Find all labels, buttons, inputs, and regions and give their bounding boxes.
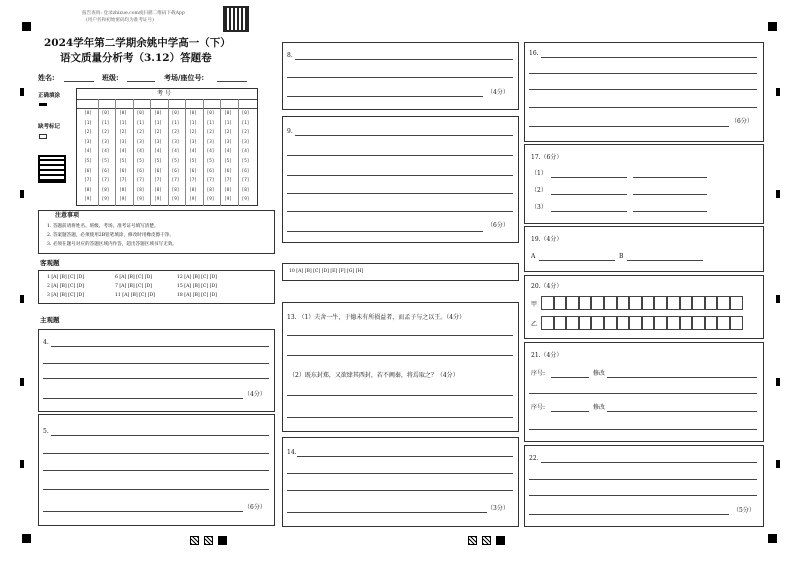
answer-box-q22[interactable] xyxy=(524,445,764,527)
exam-digit-bubble[interactable]: [5] xyxy=(154,159,162,164)
char-cell[interactable] xyxy=(541,316,554,330)
exam-digit-bubble[interactable]: [4] xyxy=(224,149,232,155)
sub-label: 序号: xyxy=(531,404,546,411)
exam-digit-bubble[interactable]: [7] xyxy=(136,178,145,184)
name-label: 姓名: xyxy=(38,73,55,82)
choice-options[interactable]: 10 [A] [B] [C] [D] [E] [F] [G] [H] xyxy=(289,269,364,274)
timing-mark xyxy=(20,378,24,386)
exam-digit-bubble[interactable]: [3] xyxy=(224,139,232,145)
exam-digit-bubble[interactable]: [4] xyxy=(171,149,180,155)
answer-box-q5[interactable] xyxy=(38,414,275,526)
exam-digit-bubble[interactable]: [6] xyxy=(119,168,127,174)
exam-digit-bubble[interactable]: [8] xyxy=(154,187,162,193)
char-cell[interactable] xyxy=(554,296,567,310)
score-label: （3分） xyxy=(487,505,509,512)
exam-digit-bubble[interactable]: [9] xyxy=(84,197,92,203)
char-cell[interactable] xyxy=(705,296,718,310)
exam-digit-bubble[interactable]: [6] xyxy=(224,168,232,174)
question-prompt: 13. （1）夫舍一牛，于德未有所损益者，而孟子与之以王。（4分） xyxy=(287,314,466,321)
notes-title: 注意事项 xyxy=(55,212,80,219)
exam-digit-bubble[interactable]: [0] xyxy=(101,111,110,116)
exam-digit-bubble[interactable]: [7] xyxy=(189,178,197,184)
exam-digit-bubble[interactable]: [9] xyxy=(171,197,180,203)
exam-digit-bubble[interactable]: [5] xyxy=(206,159,215,164)
char-cell[interactable] xyxy=(717,316,730,330)
exam-digit-bubble[interactable]: [4] xyxy=(206,149,215,155)
timing-mark xyxy=(776,190,780,198)
exam-digit-bubble[interactable]: [7] xyxy=(101,178,110,184)
question-number: 9. xyxy=(287,128,293,135)
exam-digit-bubble[interactable]: [3] xyxy=(136,139,145,145)
exam-digit-bubble[interactable]: [1] xyxy=(84,120,92,126)
answer-box-q17[interactable] xyxy=(524,144,764,224)
answer-box-q8[interactable] xyxy=(282,42,519,110)
question-number: 14. xyxy=(287,449,297,456)
exam-digit-bubble[interactable]: [0] xyxy=(189,111,197,116)
score-label: （6分） xyxy=(487,222,509,229)
exam-digit-bubble[interactable]: [1] xyxy=(224,120,232,126)
room-label: 考场/座位号: xyxy=(164,73,205,82)
choice-box-q10[interactable] xyxy=(282,263,519,281)
sub-label: 序号: xyxy=(531,370,546,377)
answer-box-q13[interactable] xyxy=(282,302,519,432)
objective-item[interactable]: 11 [A] [B] [C] [D] xyxy=(115,293,155,298)
char-cell[interactable] xyxy=(692,316,705,330)
question-number: 4. xyxy=(43,339,49,346)
question-number: 8. xyxy=(287,52,293,59)
sub-label: （3） xyxy=(531,204,547,211)
answer-box-q14[interactable] xyxy=(282,437,519,527)
answer-box-q4[interactable] xyxy=(38,329,275,412)
exam-number-label: 考 号 xyxy=(157,90,171,97)
exam-digit-bubble[interactable]: [6] xyxy=(154,168,162,174)
objective-item[interactable]: 12 [A] [B] [C] [D] xyxy=(177,275,217,280)
page-mark xyxy=(482,536,491,545)
corner-mark xyxy=(768,534,777,543)
answer-box-q19[interactable] xyxy=(524,226,764,272)
exam-digit-bubble[interactable]: [5] xyxy=(119,159,127,164)
exam-digit-bubble[interactable]: [9] xyxy=(119,197,127,203)
question-number: 20.（4分） xyxy=(531,283,563,290)
exam-digit-bubble[interactable]: [4] xyxy=(101,149,110,155)
timing-mark xyxy=(776,88,780,96)
timing-mark xyxy=(20,190,24,198)
score-label: （5分） xyxy=(733,507,755,514)
exam-digit-bubble[interactable]: [1] xyxy=(206,120,215,126)
answer-box-q21[interactable] xyxy=(524,342,764,442)
answer-box-q16[interactable] xyxy=(524,42,764,142)
exam-digit-bubble[interactable]: [9] xyxy=(136,197,145,203)
objective-item[interactable]: 3 [A] [B] [C] [D] xyxy=(47,293,84,298)
timing-mark xyxy=(776,378,780,386)
exam-digit-bubble[interactable]: [7] xyxy=(154,178,162,184)
exam-digit-bubble[interactable]: [3] xyxy=(241,139,250,145)
exam-digit-bubble[interactable]: [5] xyxy=(189,159,197,164)
objective-item[interactable]: 6 [A] [B] [C] [D] xyxy=(115,275,152,280)
exam-digit-bubble[interactable]: [5] xyxy=(136,159,145,164)
exam-digit-bubble[interactable]: [7] xyxy=(224,178,232,184)
sub-label: 修改 xyxy=(593,370,606,377)
report-notice-sub: (用户名和初始密码均为准考证号) xyxy=(86,18,154,23)
char-cell[interactable] xyxy=(680,296,693,310)
exam-digit-bubble[interactable]: [0] xyxy=(206,111,215,116)
char-cell[interactable] xyxy=(579,316,592,330)
page-mark xyxy=(190,536,199,545)
exam-digit-bubble[interactable]: [0] xyxy=(84,111,92,116)
exam-number-grid xyxy=(76,88,258,206)
exam-digit-bubble[interactable]: [6] xyxy=(171,168,180,174)
question-number: 5. xyxy=(43,428,49,435)
exam-digit-bubble[interactable]: [6] xyxy=(84,168,92,174)
exam-digit-bubble[interactable]: [7] xyxy=(171,178,180,184)
page-mark xyxy=(468,536,477,545)
objective-title: 客观题 xyxy=(40,259,60,267)
exam-digit-bubble[interactable]: [3] xyxy=(171,139,180,145)
exam-digit-bubble[interactable]: [0] xyxy=(136,111,145,116)
exam-digit-bubble[interactable]: [2] xyxy=(136,130,145,136)
exam-digit-bubble[interactable]: [9] xyxy=(206,197,215,203)
char-cell[interactable] xyxy=(591,296,604,310)
page-title: 2024学年第二学期余姚中学高一（下） xyxy=(44,37,231,49)
exam-digit-bubble[interactable]: [1] xyxy=(241,120,250,126)
timing-mark xyxy=(776,460,780,468)
timing-mark xyxy=(20,295,24,303)
char-cell[interactable] xyxy=(642,296,655,310)
exam-digit-bubble[interactable]: [9] xyxy=(241,197,250,203)
corner-mark xyxy=(22,534,31,543)
char-cell[interactable] xyxy=(654,296,667,310)
exam-digit-bubble[interactable]: [6] xyxy=(241,168,250,174)
char-cell[interactable] xyxy=(566,316,579,330)
exam-digit-bubble[interactable]: [0] xyxy=(171,111,180,116)
score-label: （4分） xyxy=(487,89,509,96)
exam-digit-bubble[interactable]: [5] xyxy=(224,159,232,164)
objective-item[interactable]: 1 [A] [B] [C] [D] xyxy=(47,275,84,280)
char-cell[interactable] xyxy=(680,316,693,330)
char-cell[interactable] xyxy=(541,296,554,310)
char-cell[interactable] xyxy=(654,316,667,330)
answer-box-q9[interactable] xyxy=(282,116,519,243)
exam-digit-bubble[interactable]: [8] xyxy=(206,187,215,193)
name-field[interactable] xyxy=(64,81,94,82)
notes-box xyxy=(38,210,275,254)
exam-digit-bubble[interactable]: [1] xyxy=(189,120,197,126)
qr-code-icon xyxy=(223,6,249,32)
exam-digit-bubble[interactable]: [1] xyxy=(101,120,110,126)
sub-label: 修改 xyxy=(593,404,606,411)
question-number: 19.（4分） xyxy=(531,236,563,243)
char-cell[interactable] xyxy=(629,296,642,310)
report-notice: 报告查询: 登录zhixue.com或扫描二维码下载App xyxy=(82,11,185,16)
exam-digit-bubble[interactable]: [9] xyxy=(154,197,162,203)
exam-digit-bubble[interactable]: [2] xyxy=(241,130,250,136)
exam-digit-bubble[interactable]: [2] xyxy=(101,130,110,136)
exam-digit-bubble[interactable]: [4] xyxy=(241,149,250,155)
absent-label: 缺考标记 xyxy=(38,124,61,130)
answer-box-q20[interactable] xyxy=(524,275,764,339)
exam-digit-bubble[interactable]: [1] xyxy=(154,120,162,126)
question-prompt: （2）既东封郑，又欲肆其西封，若不阙秦，将焉取之？（4分） xyxy=(289,372,459,379)
question-number: 16. xyxy=(529,50,539,57)
timing-mark xyxy=(20,88,24,96)
exam-digit-bubble[interactable]: [2] xyxy=(154,130,162,136)
exam-digit-bubble[interactable]: [7] xyxy=(119,178,127,184)
class-field[interactable] xyxy=(127,81,155,82)
objective-box xyxy=(38,270,275,304)
sub-label: （2） xyxy=(531,187,547,194)
exam-digit-bubble[interactable]: [7] xyxy=(206,178,215,184)
exam-digit-bubble[interactable]: [6] xyxy=(136,168,145,174)
class-label: 班级: xyxy=(102,73,119,82)
exam-digit-bubble[interactable]: [0] xyxy=(224,111,232,116)
sub-label: B xyxy=(619,253,624,260)
char-cell[interactable] xyxy=(730,296,743,310)
exam-digit-bubble[interactable]: [4] xyxy=(189,149,197,155)
char-cell[interactable] xyxy=(705,316,718,330)
char-cell[interactable] xyxy=(579,296,592,310)
exam-digit-bubble[interactable]: [8] xyxy=(171,187,180,193)
room-field[interactable] xyxy=(217,81,247,82)
fill-example-label: 正确填涂 xyxy=(38,93,61,99)
char-cell[interactable] xyxy=(591,316,604,330)
exam-digit-bubble[interactable]: [8] xyxy=(84,187,92,193)
page-mark xyxy=(204,536,213,545)
exam-digit-bubble[interactable]: [8] xyxy=(136,187,145,193)
exam-digit-bubble[interactable]: [2] xyxy=(119,130,127,136)
exam-digit-bubble[interactable]: [8] xyxy=(189,187,197,193)
page-mark xyxy=(218,536,227,545)
timing-mark xyxy=(20,460,24,468)
char-cell[interactable] xyxy=(730,316,743,330)
exam-digit-bubble[interactable]: [6] xyxy=(101,168,110,174)
question-number: 21.（4分） xyxy=(531,352,563,359)
exam-digit-bubble[interactable]: [3] xyxy=(101,139,110,145)
sub-label: A xyxy=(531,253,536,260)
sub-label: 乙 xyxy=(531,321,538,328)
exam-digit-bubble[interactable]: [7] xyxy=(84,178,92,184)
exam-digit-bubble[interactable]: [4] xyxy=(119,149,127,155)
exam-digit-bubble[interactable]: [7] xyxy=(241,178,250,184)
exam-digit-bubble[interactable]: [6] xyxy=(206,168,215,174)
exam-digit-bubble[interactable]: [1] xyxy=(136,120,145,126)
exam-digit-bubble[interactable]: [1] xyxy=(171,120,180,126)
exam-digit-bubble[interactable]: [6] xyxy=(189,168,197,174)
subjective-title: 主观题 xyxy=(40,316,60,324)
page-mark xyxy=(496,536,505,545)
timing-mark xyxy=(776,295,780,303)
corner-mark xyxy=(768,22,777,31)
exam-digit-bubble[interactable]: [5] xyxy=(84,159,92,164)
exam-digit-bubble[interactable]: [5] xyxy=(241,159,250,164)
char-cell[interactable] xyxy=(554,316,567,330)
exam-digit-bubble[interactable]: [8] xyxy=(241,187,250,193)
exam-digit-bubble[interactable]: [2] xyxy=(224,130,232,136)
sub-label: （1） xyxy=(531,170,547,177)
absent-checkbox[interactable] xyxy=(39,134,47,139)
exam-digit-bubble[interactable]: [8] xyxy=(224,187,232,193)
char-cell[interactable] xyxy=(604,316,617,330)
notes-item: 2. 答案题答题，必须使用2B铅笔填涂，修改时用橡皮擦干净。 xyxy=(47,233,174,238)
exam-digit-bubble[interactable]: [3] xyxy=(154,139,162,145)
score-label: （4分） xyxy=(244,391,266,398)
objective-item[interactable]: 2 [A] [B] [C] [D] xyxy=(47,284,84,289)
exam-digit-bubble[interactable]: [2] xyxy=(206,130,215,136)
exam-digit-bubble[interactable]: [3] xyxy=(119,139,127,145)
score-label: （6分） xyxy=(244,504,266,511)
exam-digit-bubble[interactable]: [4] xyxy=(136,149,145,155)
exam-digit-bubble[interactable]: [4] xyxy=(84,149,92,155)
exam-digit-bubble[interactable]: [5] xyxy=(171,159,180,164)
exam-digit-bubble[interactable]: [0] xyxy=(119,111,127,116)
char-cell[interactable] xyxy=(604,296,617,310)
exam-digit-bubble[interactable]: [0] xyxy=(154,111,162,116)
exam-digit-bubble[interactable]: [1] xyxy=(119,120,127,126)
exam-digit-bubble[interactable]: [3] xyxy=(206,139,215,145)
objective-item[interactable]: 7 [A] [B] [C] [D] xyxy=(115,284,152,289)
exam-digit-bubble[interactable]: [8] xyxy=(119,187,127,193)
exam-digit-bubble[interactable]: [3] xyxy=(84,139,92,145)
exam-digit-bubble[interactable]: [4] xyxy=(154,149,162,155)
exam-digit-bubble[interactable]: [2] xyxy=(189,130,197,136)
exam-digit-bubble[interactable]: [8] xyxy=(101,187,110,193)
corner-mark xyxy=(22,22,31,31)
char-cell[interactable] xyxy=(617,296,630,310)
char-cell[interactable] xyxy=(617,316,630,330)
exam-digit-bubble[interactable]: [2] xyxy=(84,130,92,136)
char-cell[interactable] xyxy=(667,296,680,310)
notes-item: 1. 答题前请将姓名、班级、考场、准考证号填写清楚。 xyxy=(47,224,159,229)
char-cell[interactable] xyxy=(629,316,642,330)
exam-digit-bubble[interactable]: [9] xyxy=(101,197,110,203)
qr-code-icon xyxy=(38,155,66,183)
sub-label: 甲 xyxy=(531,301,538,308)
exam-digit-bubble[interactable]: [3] xyxy=(189,139,197,145)
char-cell[interactable] xyxy=(566,296,579,310)
char-cell[interactable] xyxy=(717,296,730,310)
exam-digit-bubble[interactable]: [0] xyxy=(241,111,250,116)
fill-example-mark xyxy=(39,103,47,106)
exam-digit-bubble[interactable]: [5] xyxy=(101,159,110,164)
exam-digit-bubble[interactable]: [9] xyxy=(224,197,232,203)
char-cell[interactable] xyxy=(692,296,705,310)
notes-item: 3. 必须在题号对应的答题区域内作答，超出答题区域书写无效。 xyxy=(47,242,177,247)
exam-digit-bubble[interactable]: [2] xyxy=(171,130,180,136)
objective-item[interactable]: 15 [A] [B] [C] [D] xyxy=(177,284,217,289)
char-cell[interactable] xyxy=(667,316,680,330)
char-cell[interactable] xyxy=(642,316,655,330)
score-label: （6分） xyxy=(731,118,753,125)
exam-digit-bubble[interactable]: [9] xyxy=(189,197,197,203)
objective-item[interactable]: 18 [A] [B] [C] [D] xyxy=(177,293,217,298)
question-number: 17.（6分） xyxy=(531,154,563,161)
page-subtitle: 语文质量分析考（3.12）答题卷 xyxy=(60,52,212,64)
question-number: 22. xyxy=(529,455,539,462)
